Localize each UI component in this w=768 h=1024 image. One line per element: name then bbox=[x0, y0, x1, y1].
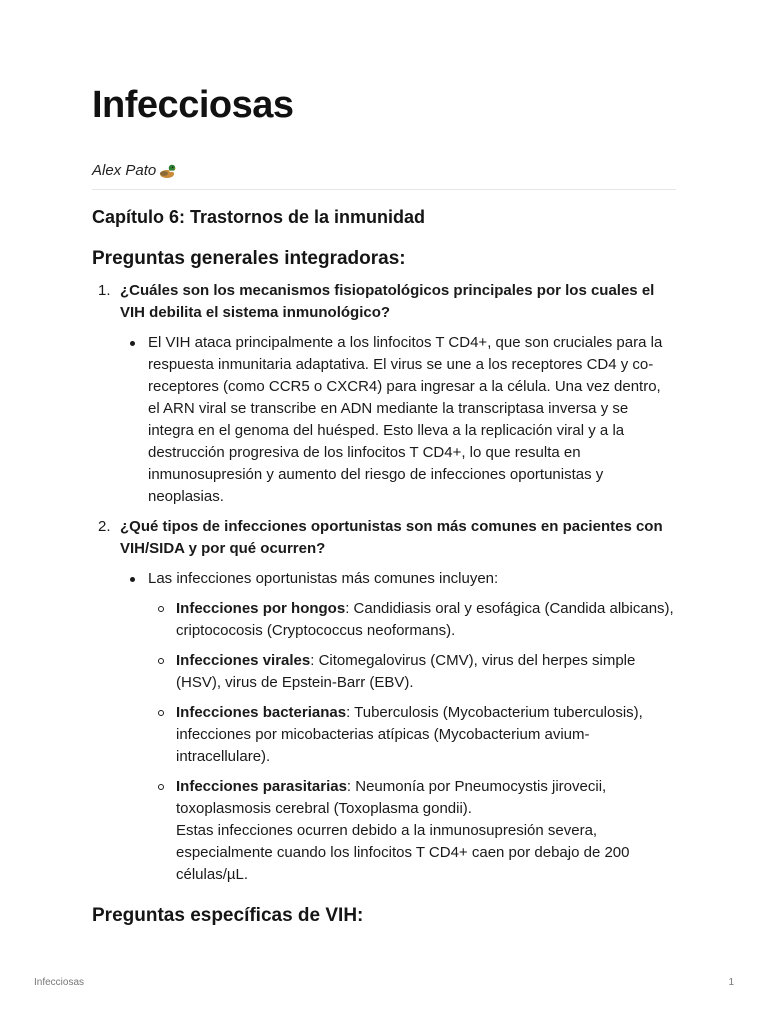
header-divider bbox=[92, 189, 676, 190]
answer-text: El VIH ataca principalmente a los linfocitos T CD4+, que son cruciales para la respuesta inmunitaria adaptativa. El virus se une a los receptores CD4 y co-receptores (como CCR5 o CXCR4) para ingresar a la célula. Una vez dentro, el ARN viral se transcribe en ADN mediante la transcriptasa inversa y se integra en el genoma del huésped. Esto lleva a la replicación viral y a la destrucción progresiva de los linfocitos T CD4+, lo que resulta en inmunosupresión y aumento del riesgo de infecciones oportunistas y neoplasias. bbox=[148, 334, 663, 505]
sub-bullet-desc: : Tuberculosis (Mycobacterium tuberculosis), infecciones por micobacterias atípicas (Mycobacterium avium-intracellulare). bbox=[176, 704, 643, 765]
sub-bullet-desc: : Candidiasis oral y esofágica (Candida albicans), criptococosis (Cryptococcus neoformans). bbox=[176, 600, 674, 639]
question-text: ¿Qué tipos de infecciones oportunistas son más comunes en pacientes con VIH/SIDA y por qué ocurren? bbox=[120, 518, 663, 557]
sub-bullet bbox=[92, 776, 676, 886]
answer-bullet bbox=[92, 332, 676, 508]
question-number: 1. bbox=[98, 282, 111, 299]
question-item bbox=[92, 280, 676, 324]
question-text: ¿Cuáles son los mecanismos fisiopatológicos principales por los cuales el VIH debilita el sistema inmunológico? bbox=[120, 282, 655, 321]
sub-bullet-desc: : Neumonía por Pneumocystis jirovecii, toxoplasmosis cerebral (Toxoplasma gondii). bbox=[176, 778, 607, 817]
question-item bbox=[92, 516, 676, 560]
sub-bullet-desc: : Citomegalovirus (CMV), virus del herpes simple (HSV), virus de Epstein-Barr (EBV). bbox=[176, 652, 636, 691]
author-line bbox=[92, 162, 176, 179]
sub-bullet bbox=[92, 650, 676, 694]
footer-label: Infecciosas bbox=[34, 977, 85, 988]
section-heading-vih: Preguntas específicas de VIH: bbox=[92, 905, 364, 926]
sub-bullet bbox=[92, 598, 676, 642]
sub-bullet-term: Infecciones por hongos bbox=[176, 600, 346, 617]
footer-page-number: 1 bbox=[728, 977, 734, 988]
sub-bullet-extra: Estas infecciones ocurren debido a la inmunosupresión severa, especialmente cuando los linfocitos T CD4+ caen por debajo de 200 células/µL. bbox=[176, 822, 630, 883]
sub-bullet bbox=[92, 702, 676, 768]
answer-text: Las infecciones oportunistas más comunes incluyen: bbox=[148, 570, 499, 587]
questions-list bbox=[92, 280, 676, 894]
sub-bullet-term: Infecciones bacterianas bbox=[176, 704, 347, 721]
duck-icon bbox=[158, 163, 176, 179]
answer-bullet bbox=[92, 568, 676, 590]
question-number: 2. bbox=[98, 518, 111, 535]
chapter-heading: Capítulo 6: Trastornos de la inmunidad bbox=[92, 207, 426, 227]
sub-bullet-term: Infecciones parasitarias bbox=[176, 778, 347, 795]
author-name: Alex Pato bbox=[92, 162, 157, 179]
section-heading-general: Preguntas generales integradoras: bbox=[92, 248, 406, 269]
sub-bullet-term: Infecciones virales bbox=[176, 652, 311, 669]
document-title: Infecciosas bbox=[92, 84, 294, 126]
